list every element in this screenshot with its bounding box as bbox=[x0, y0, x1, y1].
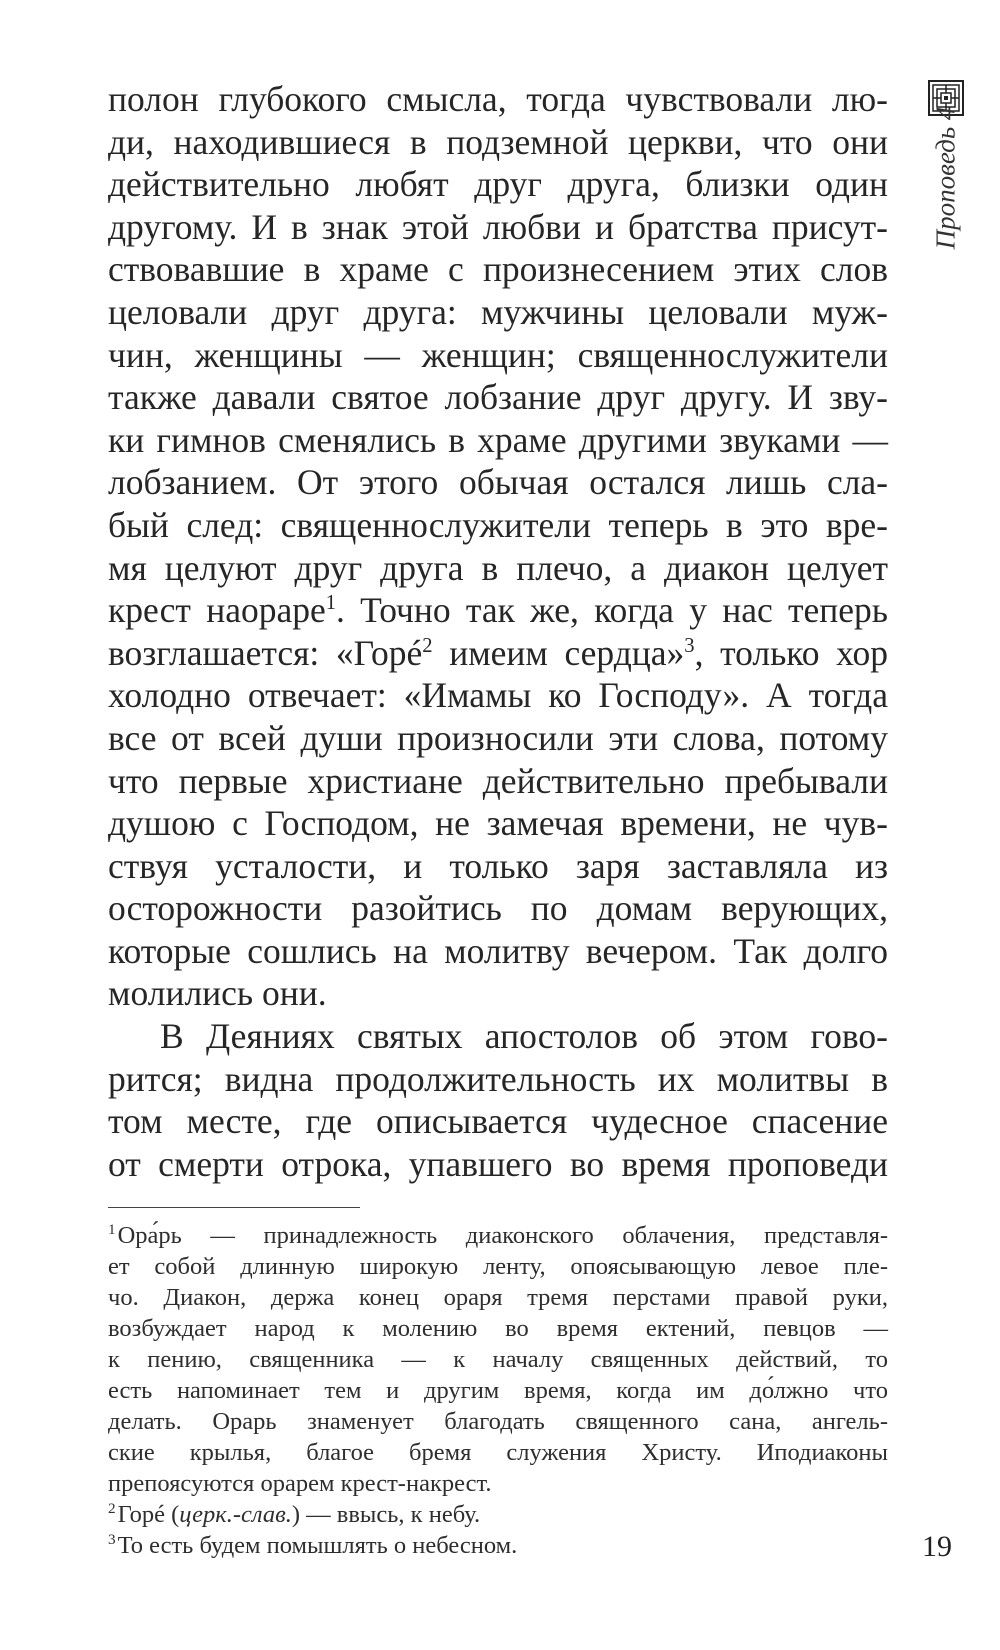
text-line: все от всей души произносили эти слова, потому bbox=[108, 717, 888, 758]
text-line: холодно отвечает: «Имамы ко Господу». А тогда bbox=[108, 675, 888, 716]
text-line: действительно любят друг друга, близки один bbox=[108, 164, 888, 205]
text-fragment: . Точно так же, когда у нас теперь bbox=[336, 590, 888, 631]
footnote-ref-3[interactable]: 3 bbox=[684, 634, 695, 657]
footnote-line: к пению, священника — к началу священных действий, то bbox=[108, 1346, 888, 1373]
footnotes bbox=[108, 1220, 888, 1561]
footnote-line: есть напоминает тем и другим время, когда им до́лжно что bbox=[108, 1377, 888, 1404]
text-line: лобзанием. От этого обычая остался лишь сла- bbox=[108, 462, 888, 503]
footnote-line: препоясуются орарем крест-накрест. bbox=[108, 1470, 492, 1497]
footnote-1 bbox=[108, 1220, 888, 1499]
text-fragment: , только хор bbox=[694, 632, 889, 673]
text-line: другому. И в знак этой любви и братства присут- bbox=[108, 206, 888, 247]
footnote-line: ет собой длинную широкую ленту, опоясывающую левое пле- bbox=[108, 1253, 888, 1280]
text-line: что первые христиане действительно пребывали bbox=[108, 760, 888, 801]
text-line: бый след: священнослужители теперь в это вре- bbox=[108, 504, 888, 545]
text-line: осторожности разойтись по домам верующих, bbox=[108, 888, 888, 929]
text-line: ствовавшие в храме с произнесением этих слов bbox=[108, 249, 888, 290]
main-text bbox=[108, 78, 888, 1185]
text-line: рится; видна продолжительность их молитвы в bbox=[108, 1058, 888, 1099]
footnote-number: 1 bbox=[108, 1220, 116, 1238]
text-line: мя целуют друг друга в плечо, а диакон целует bbox=[108, 547, 888, 588]
text-fragment: Ора́рь — принадлежность диаконского облачения, представля- bbox=[117, 1222, 888, 1249]
footnote-2 bbox=[108, 1499, 888, 1530]
text-fragment: ) — ввысь, к небу. bbox=[291, 1501, 481, 1528]
text-line bbox=[108, 632, 888, 675]
text-fragment: имеим сердца» bbox=[432, 632, 685, 673]
page-number: 19 bbox=[922, 1530, 952, 1563]
text-line: молились они. bbox=[108, 973, 327, 1014]
footnote-3 bbox=[108, 1530, 888, 1561]
text-fragment: крест наораре bbox=[108, 590, 326, 631]
footnote-line: ские крылья, благое бремя служения Христу. Иподиаконы bbox=[108, 1439, 888, 1466]
footnote-line: возбуждает народ к молению во время ектений, певцов — bbox=[108, 1315, 888, 1342]
text-line: полон глубокого смысла, тогда чувствовали лю- bbox=[108, 79, 888, 119]
text-line: ствуя усталости, и только заря заставляла из bbox=[108, 845, 888, 886]
text-line: том месте, где описывается чудесное спасение bbox=[108, 1101, 888, 1142]
footnote-number: 3 bbox=[108, 1530, 116, 1548]
text-line bbox=[108, 589, 888, 632]
footnote-divider bbox=[108, 1207, 360, 1208]
text-line: душою с Господом, не замечая времени, не чув- bbox=[108, 803, 888, 844]
text-line: от смерти отрока, упавшего во время проповеди bbox=[108, 1143, 888, 1184]
text-line: В Деяниях святых апостолов об этом гово- bbox=[160, 1016, 888, 1057]
text-fragment: Горé ( bbox=[117, 1501, 180, 1528]
text-line: также давали святое лобзание друг другу. И зву- bbox=[108, 377, 888, 418]
text-fragment: возглашается: «Горé bbox=[108, 632, 423, 673]
language-label: церк.-слав. bbox=[179, 1501, 292, 1528]
text-fragment: То есть будем помышлять о небесном. bbox=[117, 1532, 518, 1559]
text-line: ди, находившиеся в подземной церкви, что они bbox=[108, 121, 888, 162]
text-line: которые сошлись на молитву вечером. Так долго bbox=[108, 930, 888, 971]
text-line: ки гимнов сменялись в храме другими звуками — bbox=[108, 419, 888, 460]
footnote-ref-2[interactable]: 2 bbox=[422, 634, 433, 657]
footnote-ref-1[interactable]: 1 bbox=[325, 592, 337, 615]
running-head: Проповедь 4 bbox=[930, 106, 961, 250]
footnote-line bbox=[108, 1220, 888, 1251]
text-line: целовали друг друга: мужчины целовали муж- bbox=[108, 291, 888, 332]
text-line: чин, женщины — женщин; священнослужители bbox=[108, 334, 888, 375]
footnote-number: 2 bbox=[108, 1499, 116, 1517]
footnote-line: чо. Диакон, держа конец ораря тремя перстами правой руки, bbox=[108, 1284, 888, 1311]
footnote-line: делать. Орарь знаменует благодать священного сана, ангель- bbox=[108, 1408, 888, 1435]
